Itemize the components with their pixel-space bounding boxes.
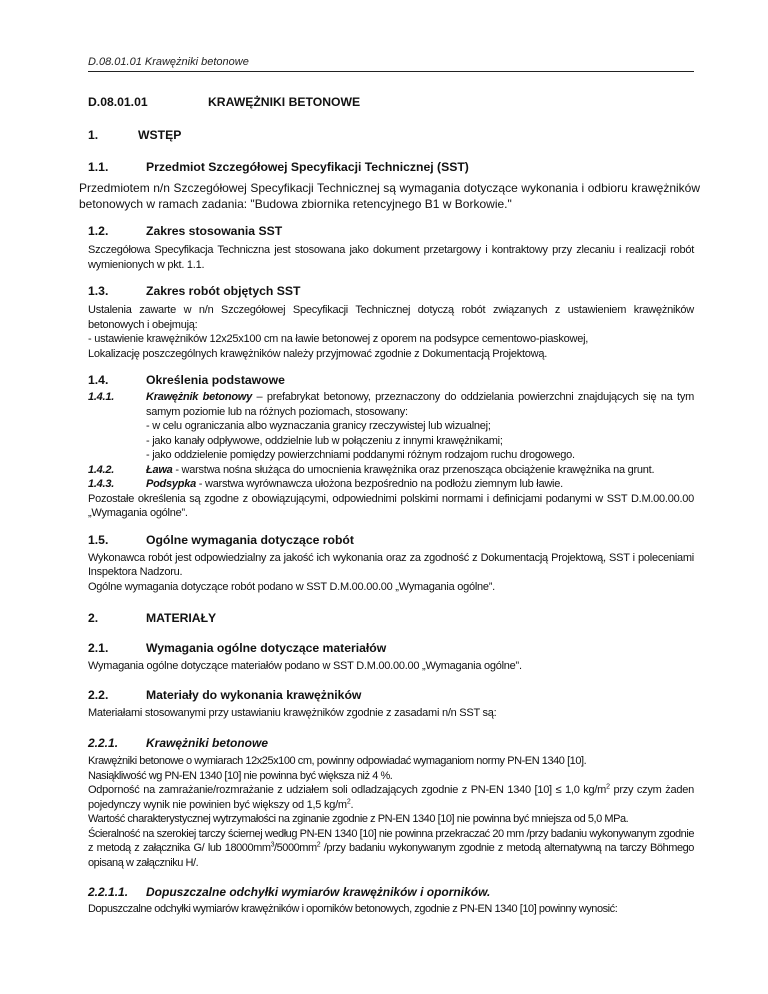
heading-text: Krawężniki betonowe — [146, 736, 269, 750]
heading-number: 1.5. — [88, 532, 109, 547]
definition-number: 1.4.2. — [88, 463, 115, 476]
definition-item: - jako kanały odpływowe, oddzielnie lub w połączeniu z innymi krawężnikami; — [146, 434, 503, 447]
heading-text: Dopuszczalne odchyłki wymiarów krawężników i oporników. — [146, 885, 491, 899]
heading-text: Zakres robót objętych SST — [146, 284, 301, 298]
definition-number: 1.4.3. — [88, 478, 115, 490]
heading-number: 2.1. — [88, 641, 109, 655]
paragraph-1-3-b: - ustawienie krawężników 12x25x100 cm na ławie betonowej z oporem na podsypce cementowo-piaskowej, — [88, 333, 589, 345]
heading-number: 1.3. — [88, 284, 109, 298]
heading-number: 2. — [88, 611, 99, 625]
heading-2-2-1-1 — [88, 885, 694, 899]
definition-term: Podsypka — [146, 478, 196, 490]
heading-number: 1.2. — [88, 224, 109, 238]
heading-2-2 — [88, 688, 694, 702]
heading-1 — [88, 128, 694, 142]
definition-item: - w celu ograniczania albo wyznaczania granicy rzeczywistej lub wizualnej; — [146, 420, 491, 432]
document-body — [79, 88, 700, 917]
definition-1-4-1 — [88, 390, 694, 463]
definition-item: - jako oddzielenie pomiędzy powierzchniami poddanymi różnym rodzajom ruchu drogowego. — [146, 449, 575, 461]
paragraph-1-1: Przedmiotem n/n Szczegółowej Specyfikacji Technicznej są wymagania dotyczące wykonania i odbioru krawężników betonowych w ramach zadania: "Budowa zbiornika retencyjnego B1 w Borkowie." — [79, 181, 700, 211]
definition-term: Krawężnik betonowy — [146, 391, 252, 403]
paragraph-1-5-a: Wykonawca robót jest odpowiedzialny za jakość ich wykonania oraz za zgodność z Dokumentacją Projektową, SST i poleceniami Inspektora Nadzoru. — [88, 551, 694, 578]
definition-1-4-2 — [88, 463, 694, 478]
definition-number: 1.4.1. — [88, 391, 115, 403]
heading-text: Wymagania ogólne dotyczące materiałów — [146, 641, 387, 655]
definition-text: - warstwa nośna służąca do umocnienia krawężnika oraz przenosząca obciążenie krawężnika na grunt. — [172, 463, 655, 476]
heading-text: WSTĘP — [138, 128, 182, 142]
document-title — [88, 95, 694, 109]
paragraph-2-2-1-1: Dopuszczalne odchyłki wymiarów krawężników i oporników betonowych, zgodnie z PN-EN 1340 [10] powinny wynosić: — [88, 903, 618, 915]
paragraph-2-2-1-c: Odporność na zamrażanie/rozmrażanie z udziałem soli odladzających zgodnie z PN-EN 1340 [10] ≤ 1,0 $kg/m^2$ przy czym żaden pojedynczy wynik nie powinien być większy od 1,5 $kg/m^2$. — [88, 783, 694, 811]
running-header: D.08.01.01 Krawężniki betonowe — [88, 56, 249, 68]
paragraph-2-2-1-a: Krawężniki betonowe o wymiarach 12x25x100 cm, powinny odpowiadać wymaganiom normy PN-EN 1340 [10]. — [88, 755, 587, 767]
heading-1-4 — [88, 373, 694, 387]
paragraph-1-3-a: Ustalenia zawarte w n/n Szczegółowej Specyfikacji Technicznej dotyczą robót związanych z ustawieniem krawężników betonowych i obejmują: — [88, 304, 694, 331]
paragraph-2-2: Materiałami stosowanymi przy ustawianiu krawężników zgodnie z zasadami n/n SST są: — [88, 706, 497, 719]
heading-1-1 — [88, 160, 694, 174]
heading-text: MATERIAŁY — [146, 611, 217, 625]
heading-number: 2.2.1.1. — [88, 885, 129, 899]
definition-1-4-3 — [88, 477, 694, 492]
heading-text: Materiały do wykonania krawężników — [146, 687, 362, 702]
heading-text: Określenia podstawowe — [146, 373, 285, 387]
heading-text: Zakres stosowania SST — [146, 224, 283, 238]
heading-2 — [88, 611, 694, 625]
heading-number: 1.4. — [88, 373, 109, 387]
paragraph-2-2-1-e: Ścieralność na szerokiej tarczy ściernej według PN-EN 1340 [10] nie powinna przekraczać 20 mm /przy badaniu wykonywanym zgodnie z metodą z załącznika G/ lub $18000mm^3/5000mm^2$ /przy badaniu wykonywanym zgodnie z metodą alternatywną na tarczy Böhmego opisaną w załączniku H/. — [88, 827, 694, 869]
paragraph-1-2: Szczegółowa Specyfikacja Techniczna jest stosowana jako dokument przetargowy i kontraktowy przy zlecaniu i realizacji robót wymienionych w pkt. 1.1. — [88, 244, 694, 271]
heading-2-2-1 — [88, 736, 694, 750]
paragraph-2-2-1-d: Wartość charakterystycznej wytrzymałości na zginanie zgodnie z PN-EN 1340 [10] nie powinna być mniejsza od 5,0 MPa. — [88, 813, 629, 825]
paragraph-1-4-rest: Pozostałe określenia są zgodne z obowiązującymi, odpowiednimi polskimi normami i definicjami podanymi w SST D.M.00.00.00 „Wymagania ogólne”. — [88, 492, 694, 519]
heading-number: 1. — [88, 128, 99, 142]
title-number: D.08.01.01 — [88, 95, 148, 109]
definition-text: - warstwa wyrównawcza ułożona bezpośrednio na podłożu ziemnym lub ławie. — [195, 478, 563, 490]
heading-1-2 — [88, 224, 694, 238]
heading-text: Przedmiot Szczegółowej Specyfikacji Technicznej (SST) — [146, 160, 469, 174]
definition-text: – prefabrykat betonowy, przeznaczony do oddzielania powierzchni znajdujących się na tym samym poziomie lub na różnych poziomach, stosowany: — [146, 391, 695, 418]
title-text: KRAWĘŻNIKI BETONOWE — [208, 95, 361, 109]
heading-number: 2.2. — [88, 687, 109, 702]
paragraph-2-1: Wymagania ogólne dotyczące materiałów podano w SST D.M.00.00.00 „Wymagania ogólne”. — [88, 660, 522, 672]
paragraph-2-2-1-b: Nasiąkliwość wg PN-EN 1340 [10] nie powinna być większa niż 4 %. — [88, 769, 393, 782]
heading-2-1 — [88, 641, 694, 655]
heading-1-5 — [88, 533, 694, 547]
heading-text: Ogólne wymagania dotyczące robót — [146, 532, 354, 547]
heading-number: 2.2.1. — [88, 736, 119, 750]
paragraph-1-5-b: Ogólne wymagania dotyczące robót podano w SST D.M.00.00.00 „Wymagania ogólne”. — [88, 580, 495, 593]
paragraph-1-3-c: Lokalizację poszczególnych krawężników należy przyjmować zgodnie z Dokumentacją Projektową. — [88, 347, 548, 360]
heading-number: 1.1. — [88, 160, 109, 174]
heading-1-3 — [88, 284, 694, 298]
header-rule — [88, 71, 694, 72]
definition-term: Ława — [146, 463, 173, 476]
